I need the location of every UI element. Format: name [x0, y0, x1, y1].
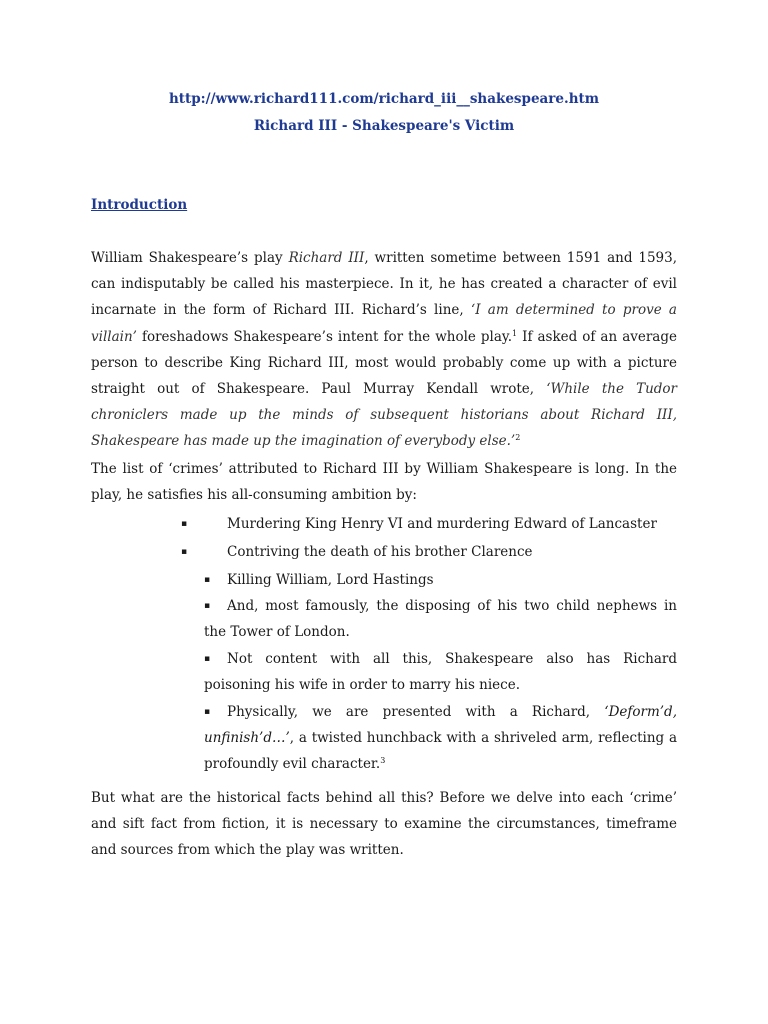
list-bullet: ▪: [204, 601, 211, 611]
list-bullet: ▪: [204, 707, 211, 717]
footnote-ref-3[interactable]: 3: [380, 756, 386, 766]
p1-quote-villain: ‘I am determined to prove a villain’: [91, 302, 677, 345]
list-bullet: ▪: [181, 519, 188, 529]
footnote-ref-2[interactable]: 2: [515, 433, 521, 443]
paragraph-historical-facts: But what are the historical facts behind all this? Before we delve into each ‘crime’ and sift fact from fiction, it is necessary to examine the circumstances, timeframe and sources from which the play was written.: [91, 790, 677, 859]
p1-text-3: foreshadows Shakespeare’s intent for the whole play.: [136, 328, 513, 345]
paragraph-crimes-list-intro: The list of ‘crimes’ attributed to Richard III by William Shakespeare is long. In the play, he satisfies his all-consuming ambition by:: [91, 461, 677, 504]
list-bullet: ▪: [181, 547, 188, 557]
list-item: And, most famously, the disposing of his two child nephews in the Tower of London.: [204, 598, 677, 641]
list-bullet: ▪: [204, 575, 211, 585]
last-item-quote: ‘Deform’d, unfinish’d…’: [204, 704, 677, 747]
p1-text-4: If asked of an average person to describe King Richard III, most would probably come up with a picture straight out of Shakespeare. Paul Murray Kendall wrote,: [91, 328, 677, 398]
introduction-heading-link[interactable]: Introduction: [91, 197, 188, 213]
paragraph-intro: [91, 245, 677, 455]
p1-play-title: Richard III: [288, 250, 365, 266]
last-item-text-2: , a twisted hunchback with a shriveled arm, reflecting a profoundly evil character.: [204, 730, 677, 773]
source-url-link[interactable]: http://www.richard111.com/richard_iii__shakespeare.htm: [168, 91, 600, 107]
list-item: Murdering King Henry VI and murdering Edward of Lancaster: [227, 516, 657, 532]
p1-text-2: , written sometime between 1591 and 1593, can indisputably be called his masterpiece. In it, he has created a character of evil incarnate in the form of Richard III. Richard’s line,: [91, 250, 678, 319]
p1-text-1: William Shakespeare’s play: [91, 250, 289, 266]
list-item: Contriving the death of his brother Clarence: [227, 544, 533, 560]
list-item-physical: [204, 699, 677, 778]
p1-quote-kendall: ‘While the Tudor chroniclers made up the minds of subsequent historians about Richard III, Shakespeare has made up the imagination of everybody else.’: [91, 381, 677, 450]
footnote-ref-1[interactable]: 1: [512, 328, 518, 338]
document-title: Richard III - Shakespeare's Victim: [253, 118, 515, 134]
list-item: Killing William, Lord Hastings: [227, 572, 434, 588]
list-bullet: ▪: [204, 654, 211, 664]
list-item: Not content with all this, Shakespeare also has Richard poisoning his wife in order to marry his niece.: [204, 651, 677, 694]
last-item-text-1: Physically, we are presented with a Richard,: [227, 704, 605, 720]
